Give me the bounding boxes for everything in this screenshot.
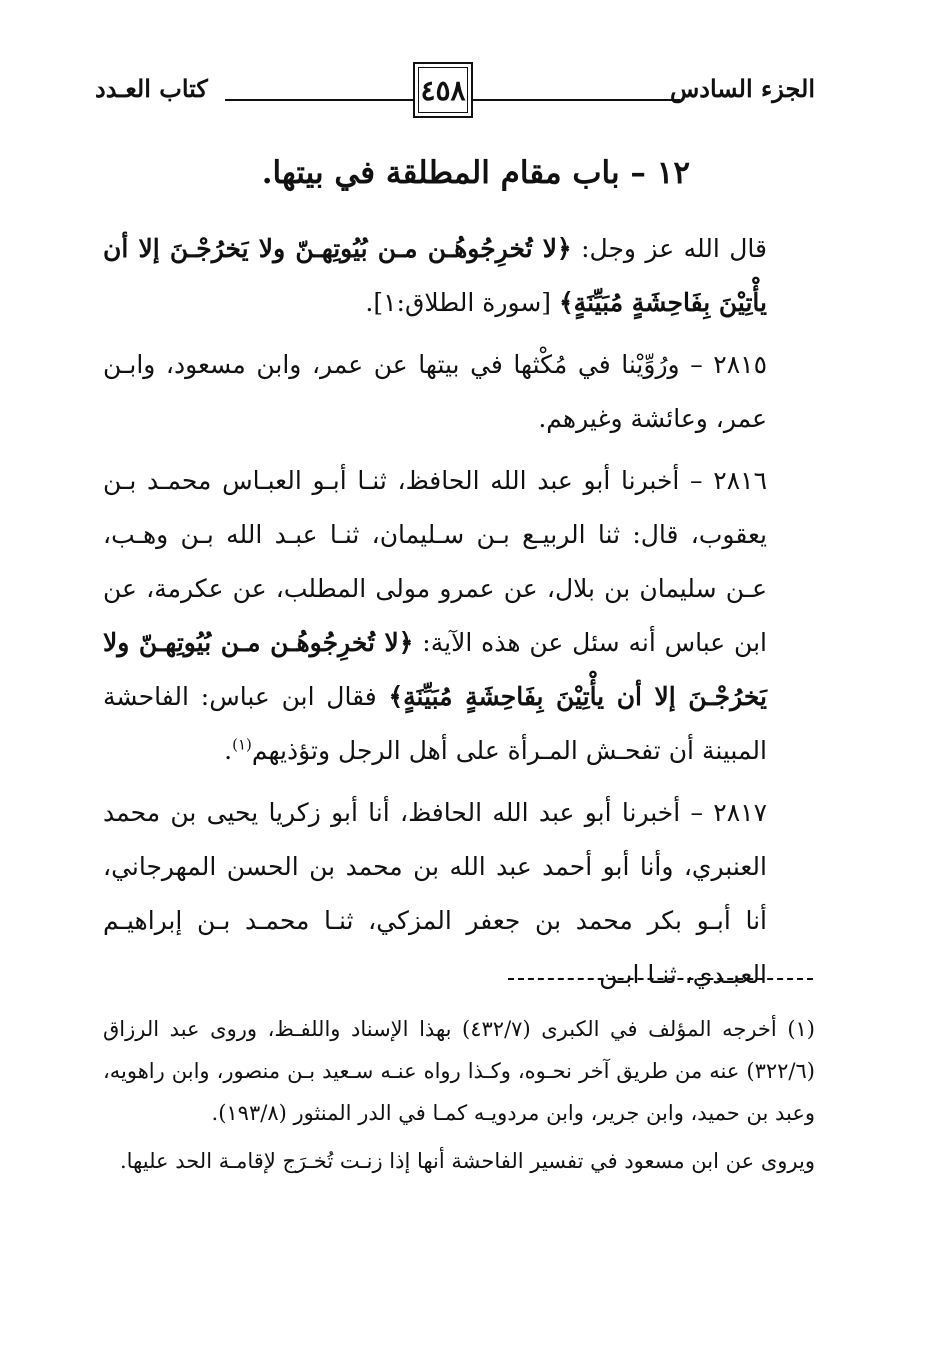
header-book-title: كتاب العـدد: [95, 74, 208, 103]
verse-reference: [سورة الطلاق:١].: [365, 288, 560, 317]
intro-lead: قال الله عز وجل:: [571, 234, 768, 263]
footnote-marker[interactable]: (١): [232, 735, 252, 754]
running-header: [95, 62, 815, 124]
main-text: [103, 222, 815, 1010]
footnotes: [103, 1008, 815, 1188]
quran-verse-2: ﴿لا تُخرِجُوهُـن مـن بُيُوتِهـنّ ولا يَخرُجْـنَ إلا أن يأْتِيْنَ بِفَاحِشَةٍ مُبَيِّنَةٍ﴾: [103, 628, 767, 711]
intro-paragraph: [103, 222, 815, 330]
chapter-heading: ١٢ – باب مقام المطلقة في بيتها.: [261, 155, 690, 191]
hadith-2816-text: ٢٨١٦ – أخبرنا أبو عبد الله الحافظ، ثنـا أبـو العبـاس محمـد بـن يعقوب، قال: ثنا الربيـع بـن سـليمان، ثنـا عبـد الله بـن وهـب، عـن سليمان بن بلال، عن عمرو مولى المطلب، عن عكرمة، عن ابن عباس أنه سئل عن هذه الآية:: [103, 466, 767, 657]
hadith-2817: ٢٨١٧ – أخبرنا أبو عبد الله الحافظ، أنا أبو زكريا يحيى بن محمد العنبري، وأنا أبو أحمد عبد الله بن محمد بن الحسن المهرجاني، أنا أبـو بكر محمد بن جعفر المزكي، ثنـا محمـد بـن إبراهيـم العبـدي، ثنـا ابـن: [103, 798, 767, 989]
hadith-2816-tail: فقال ابن عباس: الفاحشة المبينة أن تفحـش المـرأة على أهل الرجل وتؤذيهم: [103, 682, 767, 765]
page-number-box: [413, 62, 473, 118]
header-rule-left: [225, 99, 413, 101]
page-number: ٤٥٨: [420, 73, 466, 107]
footnote-1-continuation: ويروى عن ابن مسعود في تفسير الفاحشة أنها إذا زنـت تُخـرَج لإقامـة الحد عليها.: [119, 1149, 815, 1173]
hadith-2816: [103, 454, 815, 778]
footnote-separator: [508, 978, 813, 980]
quran-verse: ﴿لا تُخرِجُوهُـن مـن بُيُوتِهـنّ ولا يَخرُجْـنَ إلا أن يأْتِيْنَ بِفَاحِشَةٍ مُبَيِّنَةٍ﴾: [103, 234, 767, 317]
hadith-2816-end: .: [224, 736, 233, 765]
footnote-1: (١) أخرجه المؤلف في الكبرى (٤٣٢/٧) بهذا الإسناد واللفـظ، وروى عبد الرزاق (٣٢٢/٦) عنه من طريق آخر نحـوه، وكـذا رواه عنـه سـعيد بـن منصور، وابن راهويه، وعبد بن حميد، وابن جرير، وابن مردويـه كمـا في الدر المنثور (١٩٣/٨).: [103, 1017, 815, 1125]
header-volume-title: الجزء السادس: [669, 74, 815, 103]
hadith-2815: ٢٨١٥ – ورُوِّيْنا في مُكْثها في بيتها عن عمر، وابن مسعود، وابـن عمر، وعائشة وغيرهم.: [103, 350, 767, 433]
header-rule-right: [472, 99, 680, 101]
